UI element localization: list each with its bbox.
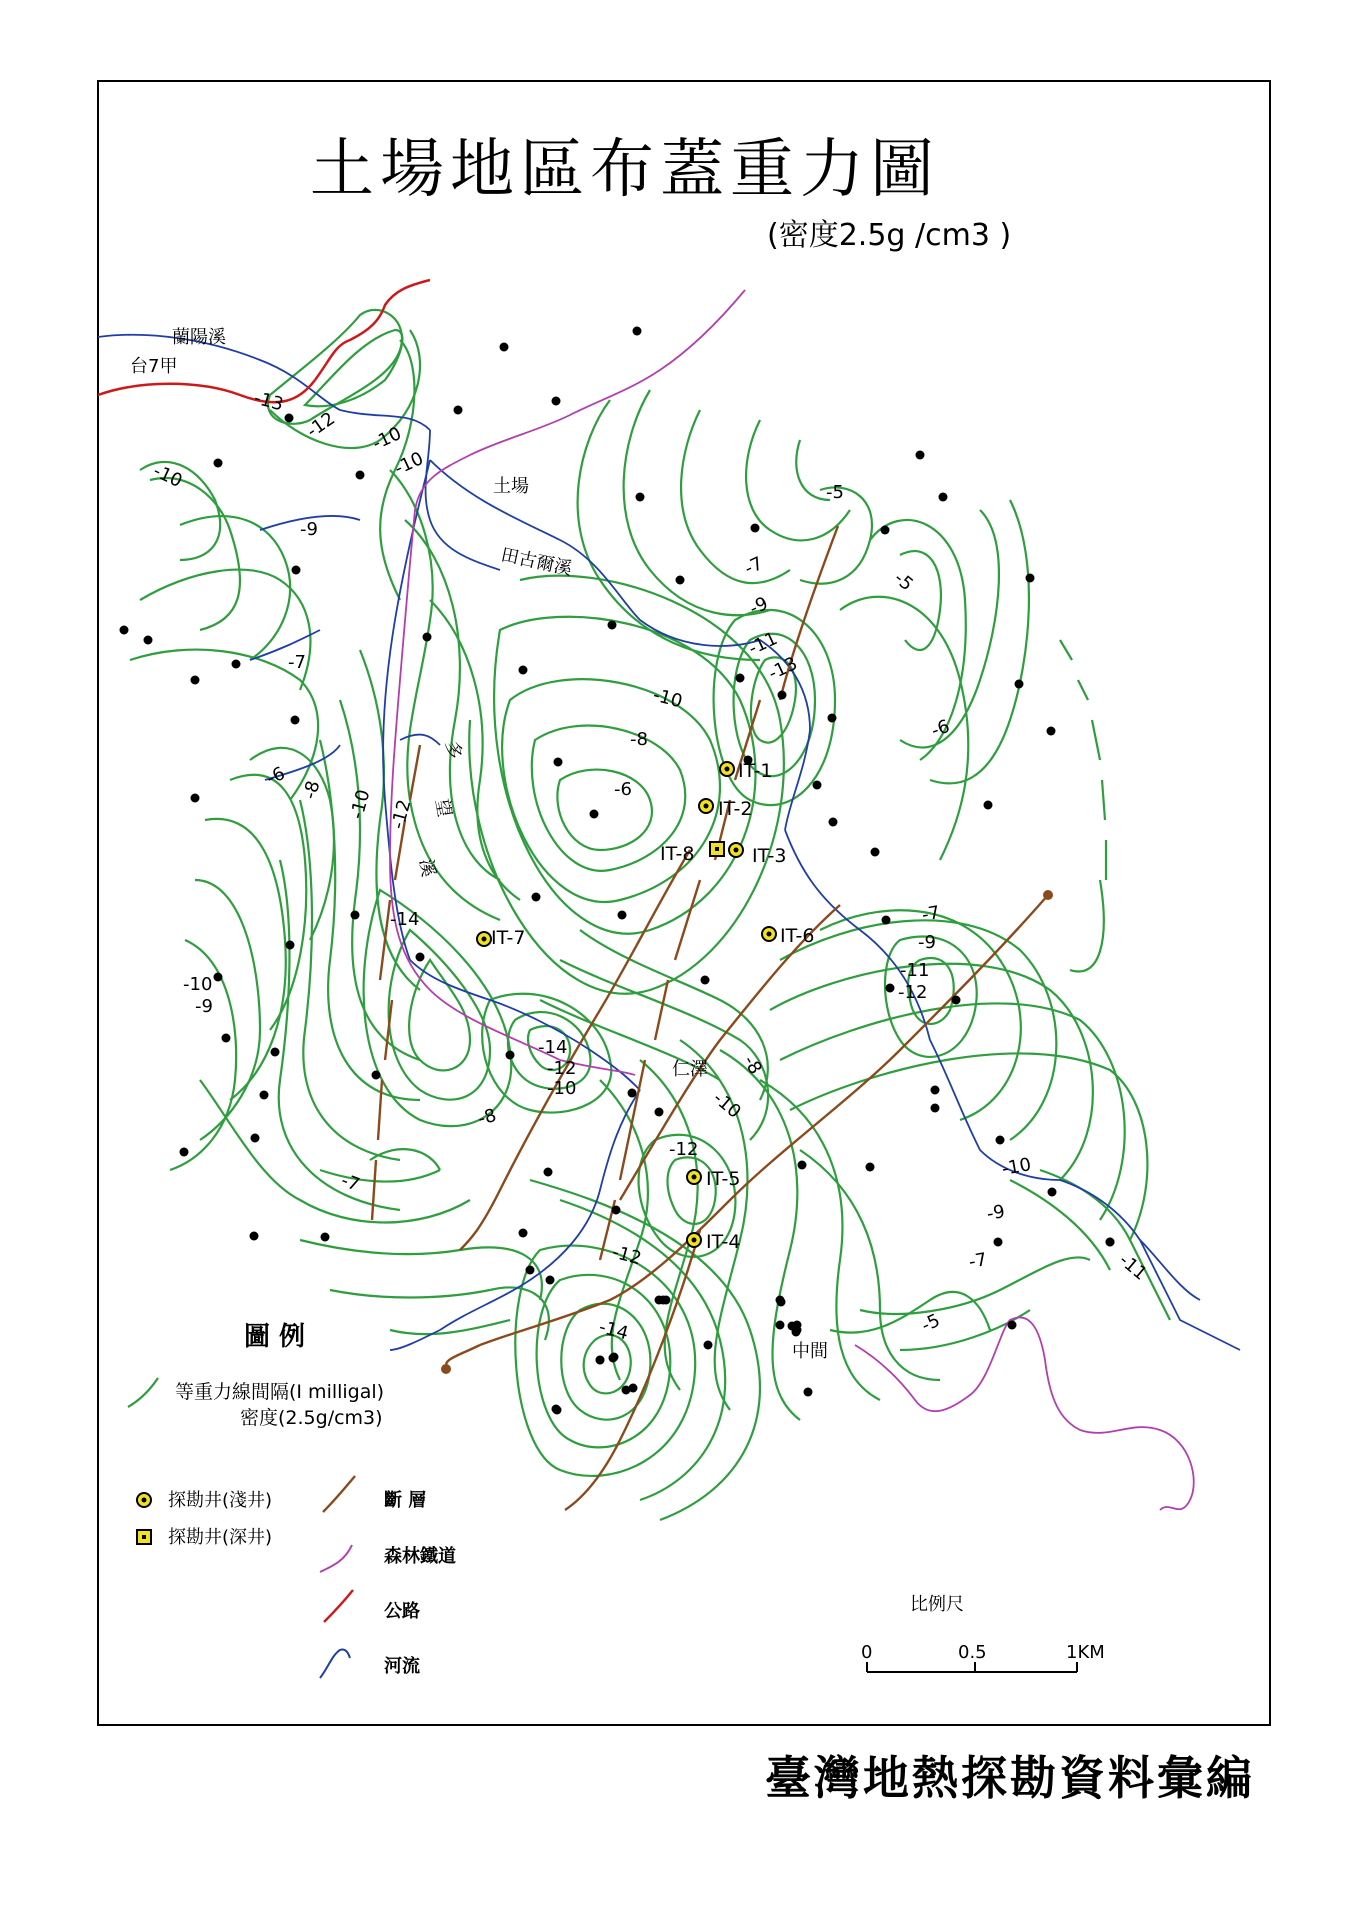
station-dot [655, 1108, 664, 1117]
station-dot [633, 327, 642, 336]
contour-line [796, 440, 830, 500]
station-dot [423, 633, 432, 642]
contour-label: -11 [900, 960, 930, 981]
station-dot [984, 801, 993, 810]
station-dot [994, 1238, 1003, 1247]
label-it4: IT-4 [706, 1231, 741, 1253]
label-renze: 仁澤 [672, 1059, 708, 1080]
density-note: (密度2.5g /cm3 ) [767, 218, 1012, 253]
contour-label: -9 [300, 519, 318, 540]
station-dot [622, 1386, 631, 1395]
station-dot [1008, 1321, 1017, 1330]
contour-label: -7 [741, 552, 767, 580]
station-dot [736, 674, 745, 683]
station-dot [828, 714, 837, 723]
contour-label: -9 [985, 1201, 1007, 1225]
station-dot [260, 1091, 269, 1100]
footer-title: 臺灣地熱探勘資料彙編 [765, 1751, 1255, 1805]
label-it5: IT-5 [706, 1168, 741, 1190]
contour-label: -11 [745, 628, 781, 660]
station-dot [1026, 574, 1035, 583]
station-dot [881, 526, 890, 535]
contour-label: -10 [650, 684, 685, 713]
label-route-7a: 台7甲 [130, 356, 178, 377]
legend-contour-swatch [128, 1378, 158, 1407]
station-dot [291, 716, 300, 725]
legend-railway-label: 森林鐵道 [384, 1546, 456, 1567]
contour-label: -5 [918, 1309, 944, 1337]
station-dot [866, 1163, 875, 1172]
legend-river-swatch [320, 1649, 350, 1678]
station-dot [704, 1341, 713, 1350]
contour-label: -14 [538, 1037, 568, 1058]
station-dot [628, 1089, 637, 1098]
station-dot [931, 1086, 940, 1095]
legend-road-label: 公路 [384, 1601, 420, 1622]
fault-line [600, 1060, 645, 1260]
station-dot [532, 893, 541, 902]
label-zhongjian: 中間 [792, 1341, 828, 1362]
legend-shallow-well-icon [137, 1493, 151, 1507]
label-it1: IT-1 [738, 760, 773, 782]
station-dot [636, 493, 645, 502]
station-dot [590, 810, 599, 819]
station-dot [871, 848, 880, 857]
contour-label: -9 [918, 932, 936, 953]
contour-label: -12 [669, 1139, 699, 1160]
legend-railway-swatch [320, 1545, 352, 1572]
station-dot [232, 660, 241, 669]
contour-line [1010, 1180, 1110, 1270]
label-duowang-3: 溪 [415, 857, 439, 879]
contour-line [300, 800, 400, 1160]
contour-label: -9 [746, 592, 772, 620]
station-dot [778, 691, 787, 700]
contour-line [230, 775, 306, 1030]
contour-label: -9 [195, 996, 213, 1017]
station-dot [608, 621, 617, 630]
station-dot [271, 1048, 280, 1057]
contour-line [790, 1053, 1147, 1240]
label-it8: IT-8 [660, 843, 695, 865]
label-it6: IT-6 [780, 925, 815, 947]
station-dot [552, 1405, 561, 1414]
shallow-well-marker [720, 762, 734, 776]
station-dot [191, 794, 200, 803]
legend-river-label: 河流 [384, 1656, 420, 1677]
contour-label: -6 [928, 715, 953, 742]
contour-label: -10 [1000, 1154, 1033, 1180]
contour-label: -8 [299, 778, 325, 802]
shallow-well-marker [729, 843, 743, 857]
contour-line [624, 390, 770, 615]
shallow-well-marker [687, 1233, 701, 1247]
contour-label: -10 [391, 448, 427, 480]
contour-label: -12 [547, 1058, 577, 1079]
contour-line [770, 964, 1093, 1180]
fault-line [380, 745, 420, 980]
station-dot [351, 911, 360, 920]
station-dot [612, 1206, 621, 1215]
station-dot [250, 1232, 259, 1241]
station-dot [813, 781, 822, 790]
contour-label: -8 [475, 1104, 499, 1130]
station-dot [676, 576, 685, 585]
contour-label: -10 [183, 974, 213, 995]
contour-label: -8 [738, 1052, 766, 1079]
contour-label: -14 [390, 909, 420, 930]
station-dot [655, 1296, 664, 1305]
scale-line [867, 1662, 1077, 1672]
contour-line [681, 410, 790, 583]
station-dot [285, 414, 294, 423]
shallow-well-marker [699, 799, 713, 813]
station-dot [251, 1134, 260, 1143]
contour-label: -12 [387, 797, 416, 832]
shallow-well-marker [762, 927, 776, 941]
legend-shallow-well-label: 探勘井(淺井) [168, 1490, 273, 1511]
station-dot [804, 1388, 813, 1397]
station-dot [701, 976, 710, 985]
contour-label: -14 [596, 1316, 631, 1345]
station-dot [618, 911, 627, 920]
deep-well-marker [710, 842, 724, 856]
station-dot [798, 1161, 807, 1170]
contour-label: -12 [609, 1241, 644, 1270]
station-dot [792, 1328, 801, 1337]
legend-contour-label-1: 等重力線間隔(I milligal) [175, 1381, 385, 1403]
label-tianguer-river: 田古爾溪 [498, 544, 574, 580]
contour-line [734, 634, 815, 776]
station-dot [552, 397, 561, 406]
station-dot [1106, 1238, 1115, 1247]
legend-deep-well-label: 探勘井(深井) [168, 1527, 273, 1548]
contour-label: -7 [338, 1169, 363, 1196]
contour-label: -5 [889, 567, 918, 596]
station-dot [222, 1034, 231, 1043]
contour-label: -13 [251, 387, 286, 416]
shallow-well-marker [477, 932, 491, 946]
river-east [785, 830, 1240, 1350]
scale-zero: 0 [861, 1642, 873, 1663]
contour-line [180, 516, 290, 660]
contour-line [140, 570, 310, 690]
fault-endpoint [1043, 890, 1053, 900]
fault-line [372, 1000, 392, 1220]
station-dot [191, 676, 200, 685]
faults [372, 526, 1048, 1510]
contour-label: -11 [1114, 1249, 1151, 1285]
contour-label: -10 [369, 423, 405, 455]
label-duowang-2: 望 [431, 797, 455, 819]
station-dot [1015, 680, 1024, 689]
station-dot [829, 818, 838, 827]
map-title: 土場地區布蓋重力圖 [310, 133, 940, 207]
contour-line [900, 551, 941, 650]
contour-label: -7 [288, 652, 306, 673]
station-dot [506, 1051, 515, 1060]
station-dot [939, 493, 948, 502]
legend-fault-label: 斷 層 [384, 1490, 427, 1511]
scale-title: 比例尺 [910, 1594, 964, 1615]
contour-line [1070, 880, 1104, 972]
contour-line [390, 1320, 510, 1334]
legend [128, 1322, 456, 1678]
station-dot [144, 636, 153, 645]
shallow-well-marker [687, 1170, 701, 1184]
contour-line [557, 770, 652, 850]
contour-label: -8 [630, 729, 648, 750]
fault-line [446, 1345, 480, 1368]
contour-line [370, 1149, 440, 1170]
scale-one: 1KM [1066, 1642, 1105, 1663]
contour-label: -10 [149, 460, 186, 492]
station-dot [546, 1276, 555, 1285]
label-it2: IT-2 [718, 798, 753, 820]
station-dot [214, 973, 223, 982]
legend-title: 圖 例 [244, 1322, 306, 1352]
contour-line [150, 478, 240, 630]
label-it3: IT-3 [752, 845, 787, 867]
well-labels [491, 760, 814, 1253]
station-dot [609, 1354, 618, 1363]
scale-half: 0.5 [958, 1642, 987, 1663]
contour-label: -12 [302, 408, 339, 443]
station-dot [554, 758, 563, 767]
station-dot [292, 566, 301, 575]
station-dot [751, 524, 760, 533]
station-dot [321, 1233, 330, 1242]
contour-label: -7 [920, 902, 942, 926]
contour-line [870, 520, 966, 760]
contour-line [560, 1200, 725, 1500]
station-dot [931, 1104, 940, 1113]
station-dot [776, 1321, 785, 1330]
legend-contour-label-2: 密度(2.5g/cm3) [240, 1407, 383, 1429]
contour-line [200, 1080, 470, 1223]
river-upper-tuchang [426, 430, 500, 570]
railway-se [855, 1317, 1194, 1510]
contour-label: -5 [826, 482, 844, 503]
label-lanyang-river: 蘭陽溪 [172, 327, 226, 348]
station-dot [416, 953, 425, 962]
station-dot [777, 1298, 786, 1307]
contour-label: -10 [346, 787, 375, 822]
contour-line [830, 1292, 990, 1333]
station-dot [519, 1229, 528, 1238]
fault-endpoint [441, 1364, 451, 1374]
station-dot [500, 343, 509, 352]
contour-line [320, 1170, 440, 1182]
label-it7: IT-7 [491, 927, 526, 949]
station-dot [886, 984, 895, 993]
station-dot [286, 941, 295, 950]
station-dot [996, 1136, 1005, 1145]
contour-label: -6 [614, 779, 632, 800]
contour-label: -10 [708, 1087, 745, 1123]
contour-label: -10 [547, 1078, 577, 1099]
station-dot [882, 916, 891, 925]
contour-line [746, 420, 850, 540]
station-dot [916, 451, 925, 460]
station-dot [356, 471, 365, 480]
contour-line [405, 520, 500, 880]
station-dot [526, 1266, 535, 1275]
station-dot [544, 1168, 553, 1177]
contour-label: -12 [898, 982, 928, 1003]
station-dot [372, 1071, 381, 1080]
station-dot [1048, 1188, 1057, 1197]
station-dot [596, 1356, 605, 1365]
station-dot [214, 459, 223, 468]
legend-deep-well-icon [137, 1530, 151, 1544]
contour-line [389, 930, 490, 1100]
station-dot [120, 626, 129, 635]
contour-label: -6 [263, 762, 289, 790]
contour-line [680, 1040, 748, 1410]
label-tuchang: 土場 [493, 476, 529, 497]
contour-label: -13 [765, 653, 801, 685]
contour-label: -7 [967, 1249, 989, 1273]
station-dot [180, 1148, 189, 1157]
legend-fault-swatch [323, 1476, 355, 1512]
scale-bar [861, 1594, 1105, 1672]
station-dot [454, 406, 463, 415]
contour-line [1060, 640, 1106, 880]
station-dot [519, 666, 528, 675]
station-dot [952, 996, 961, 1005]
river-west-branch-4 [400, 735, 440, 745]
contour-line [205, 819, 286, 1100]
station-dot [1047, 727, 1056, 736]
contour-line [578, 400, 760, 660]
legend-road-swatch [324, 1590, 353, 1622]
contour-line [1040, 1170, 1170, 1320]
label-duowang-1: 多 [441, 739, 465, 761]
